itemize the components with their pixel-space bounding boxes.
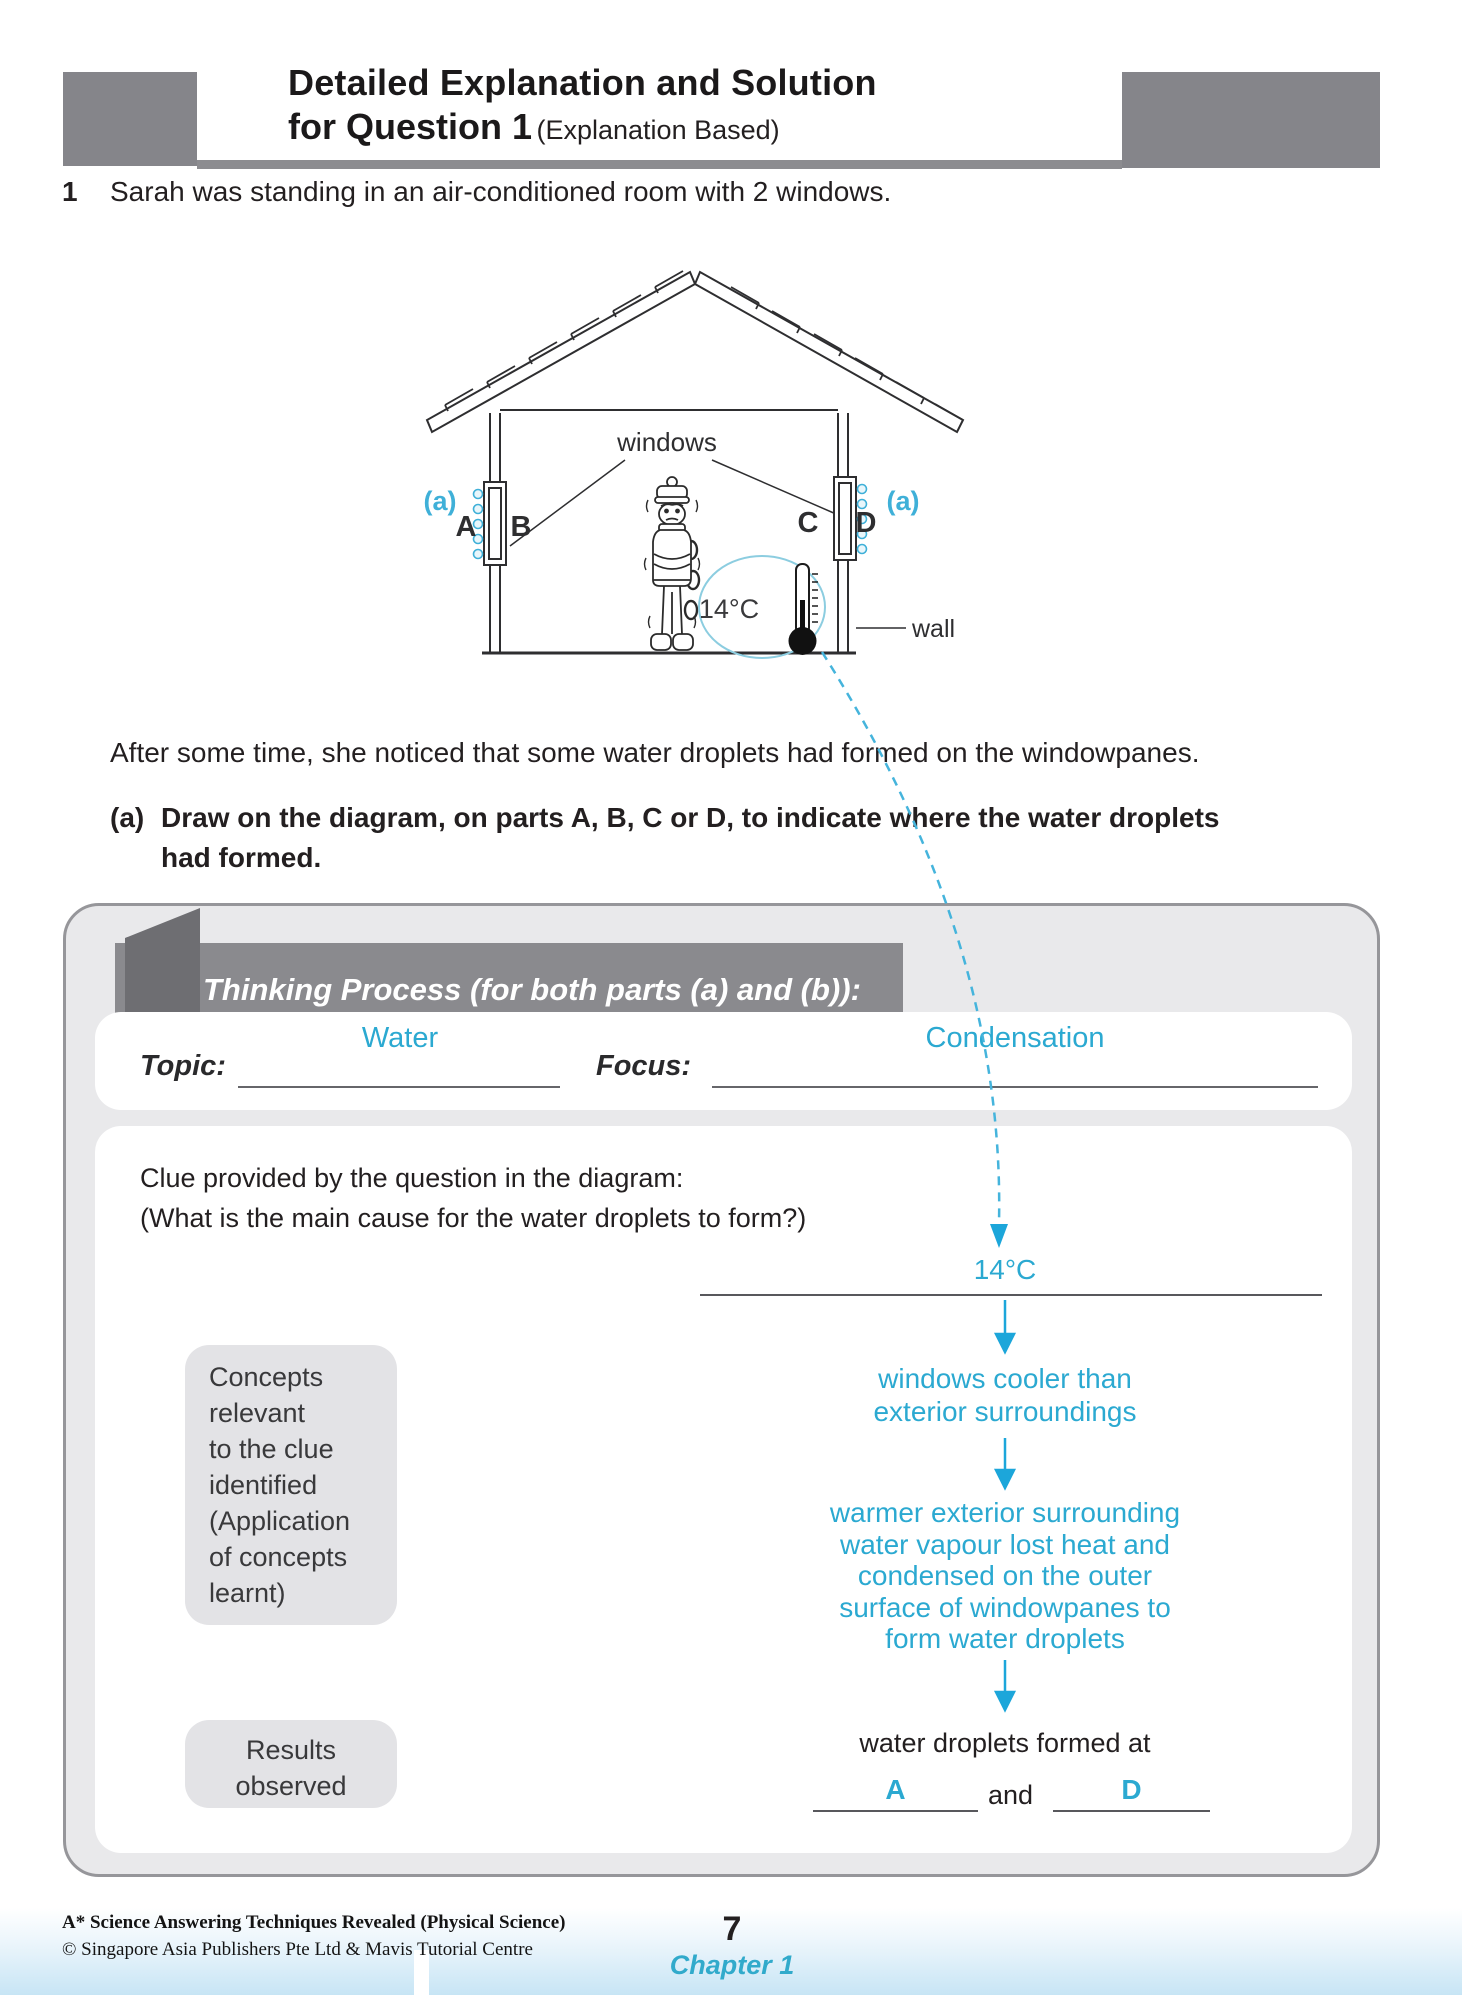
header-left-block bbox=[63, 72, 197, 166]
girl-figure bbox=[645, 477, 700, 650]
part-label-B: B bbox=[510, 511, 532, 543]
window-left bbox=[484, 482, 506, 565]
question-number: 1 bbox=[62, 176, 78, 207]
label-a-right: (a) bbox=[886, 486, 920, 516]
temperature-label: 14°C bbox=[698, 594, 760, 624]
after-text: After some time, she noticed that some water droplets had formed on the windowpanes. bbox=[110, 737, 1200, 768]
page-title-line1: Detailed Explanation and Solution bbox=[288, 62, 877, 103]
house-diagram bbox=[320, 258, 980, 668]
concepts-line: relevant bbox=[209, 1398, 306, 1428]
roof-shingles bbox=[445, 271, 963, 420]
thinking-banner: Thinking Process (for both parts (a) and (b)): bbox=[115, 943, 903, 1037]
window-right bbox=[834, 477, 856, 560]
thermometer bbox=[699, 556, 825, 658]
flow-step1: windows cooler than exterior surroundings bbox=[873, 1363, 1137, 1427]
flow-result-text: water droplets formed at bbox=[859, 1728, 1151, 1758]
results-line: observed bbox=[235, 1771, 347, 1801]
footer-book-title: A* Science Answering Techniques Revealed (Physical Science) bbox=[62, 1912, 566, 1933]
topic-value: Water bbox=[361, 1022, 439, 1054]
windows-label: windows bbox=[617, 427, 717, 457]
header-right-block bbox=[1122, 72, 1380, 168]
concepts-line: identified bbox=[209, 1470, 318, 1500]
results-chip bbox=[185, 1720, 397, 1808]
results-line: Results bbox=[245, 1735, 337, 1765]
clue-line2: (What is the main cause for the water droplets to form?) bbox=[140, 1203, 807, 1233]
part-a-line1: Draw on the diagram, on parts A, B, C or D, to indicate where the water droplets bbox=[161, 802, 1220, 833]
page-number: 7 bbox=[722, 1910, 742, 1948]
page-title-suffix: (Explanation Based) bbox=[536, 115, 780, 145]
roof bbox=[427, 272, 963, 432]
answer-2: D bbox=[1053, 1774, 1210, 1812]
flow-step2: warmer exterior surrounding water vapour lost heat and condensed on the outer surface of windowpanes to form water droplets bbox=[829, 1497, 1181, 1654]
header-underline-bar bbox=[197, 160, 1122, 169]
chapter-label: Chapter 1 bbox=[669, 1950, 795, 1980]
topic-answer-line bbox=[238, 1050, 560, 1088]
part-label-C: C bbox=[797, 507, 819, 539]
label-a-left: (a) bbox=[423, 486, 457, 516]
question-text: Sarah was standing in an air-conditioned room with 2 windows. bbox=[110, 176, 892, 207]
page-title-line2: for Question 1 bbox=[288, 106, 533, 147]
part-label-D: D bbox=[855, 507, 877, 539]
footer-copyright: © Singapore Asia Publishers Pte Ltd & Mavis Tutorial Centre bbox=[62, 1939, 533, 1960]
concepts-line: Concepts bbox=[209, 1362, 324, 1392]
clue-line1: Clue provided by the question in the diagram: bbox=[140, 1163, 684, 1193]
answer-1: A bbox=[813, 1774, 978, 1812]
focus-label: Focus: bbox=[596, 1050, 692, 1082]
concepts-line: of concepts bbox=[209, 1542, 348, 1572]
concepts-line: learnt) bbox=[209, 1578, 286, 1608]
part-label-A: A bbox=[455, 511, 477, 543]
and-label: and bbox=[988, 1780, 1034, 1810]
clue-value: 14°C bbox=[973, 1254, 1037, 1285]
concepts-chip bbox=[185, 1345, 397, 1625]
focus-value: Condensation bbox=[925, 1022, 1105, 1054]
part-a-label: (a) bbox=[110, 802, 145, 833]
topic-label: Topic: bbox=[140, 1050, 226, 1082]
part-a-line2: had formed. bbox=[161, 842, 322, 873]
focus-answer-line bbox=[712, 1050, 1318, 1088]
concepts-line: (Application bbox=[209, 1506, 351, 1536]
wall-label: wall bbox=[912, 615, 956, 643]
clue-answer-line bbox=[700, 1294, 1322, 1296]
concepts-line: to the clue bbox=[209, 1434, 334, 1464]
